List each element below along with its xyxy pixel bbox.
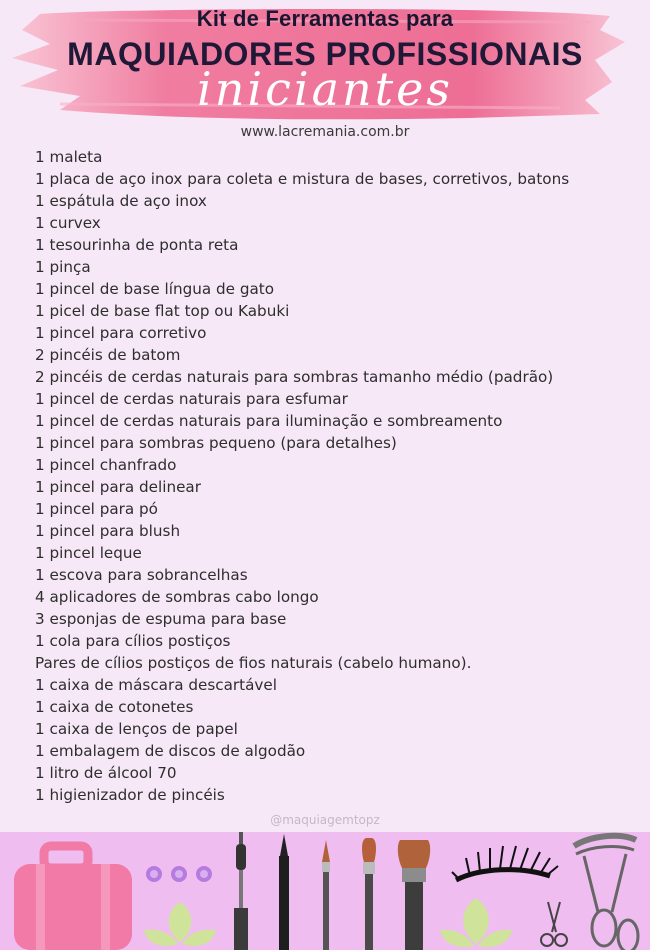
list-item: 1 pincel de cerdas naturais para esfumar [35, 390, 348, 408]
list-item: 1 pincel para corretivo [35, 324, 207, 342]
list-item: 1 placa de aço inox para coleta e mistura de bases, corretivos, batons [35, 170, 570, 188]
list-item: Pares de cílios postiços de fios naturais (cabelo humano). [35, 654, 472, 672]
leaf-icon [440, 898, 512, 947]
kit-title: Kit de Ferramentas para [196, 6, 454, 31]
list-item: 1 higienizador de pincéis [35, 786, 225, 804]
list-item: 2 pincéis de batom [35, 346, 181, 364]
list-item: 1 litro de álcool 70 [35, 764, 177, 782]
list-item: 2 pincéis de cerdas naturais para sombras tamanho médio (padrão) [35, 368, 554, 386]
list-item: 1 pincel de cerdas naturais para iluminação e sombreamento [35, 412, 503, 430]
list-item: 1 pincel chanfrado [35, 456, 177, 474]
instagram-handle: @maquiagemtopz [270, 813, 380, 827]
scissors-icon [541, 902, 567, 946]
script-title: iniciantes [197, 62, 453, 116]
list-item: 1 curvex [35, 214, 101, 232]
list-item: 1 caixa de máscara descartável [35, 676, 277, 694]
list-item: 1 tesourinha de ponta reta [35, 236, 239, 254]
list-item: 1 pincel para sombras pequeno (para detalhes) [35, 434, 397, 452]
website-url: www.lacremania.com.br [240, 124, 410, 140]
brush-icon [322, 838, 430, 950]
list-item: 1 caixa de cotonetes [35, 698, 194, 716]
mascara-icon [234, 832, 248, 950]
suitcase-icon [14, 846, 132, 950]
eyelashes-icon [452, 846, 558, 880]
list-item: 1 maleta [35, 148, 103, 166]
makeup-dots-icon [146, 866, 212, 882]
list-item: 1 picel de base flat top ou Kabuki [35, 302, 290, 320]
list-item: 1 espátula de aço inox [35, 192, 207, 210]
tool-list [35, 146, 635, 806]
main-title: MAQUIADORES PROFISSIONAIS [67, 36, 583, 72]
list-item: 1 cola para cílios postiços [35, 632, 231, 650]
list-item: 1 embalagem de discos de algodão [35, 742, 306, 760]
list-item: 1 pincel para blush [35, 522, 181, 540]
leaf-icon [144, 902, 216, 946]
eyeliner-icon [279, 834, 289, 950]
list-item: 3 esponjas de espuma para base [35, 610, 287, 628]
list-item: 1 pincel para delinear [35, 478, 201, 496]
footer-illustration [0, 832, 650, 950]
header [0, 0, 650, 122]
list-item: 1 escova para sobrancelhas [35, 566, 248, 584]
list-item: 1 pincel de base língua de gato [35, 280, 275, 298]
list-item: 1 pincel leque [35, 544, 142, 562]
list-item: 1 pinça [35, 258, 91, 276]
list-item: 1 caixa de lenços de papel [35, 720, 238, 738]
eyelash-curler-icon [574, 836, 638, 950]
list-item: 4 aplicadores de sombras cabo longo [35, 588, 319, 606]
list-item: 1 pincel para pó [35, 500, 158, 518]
